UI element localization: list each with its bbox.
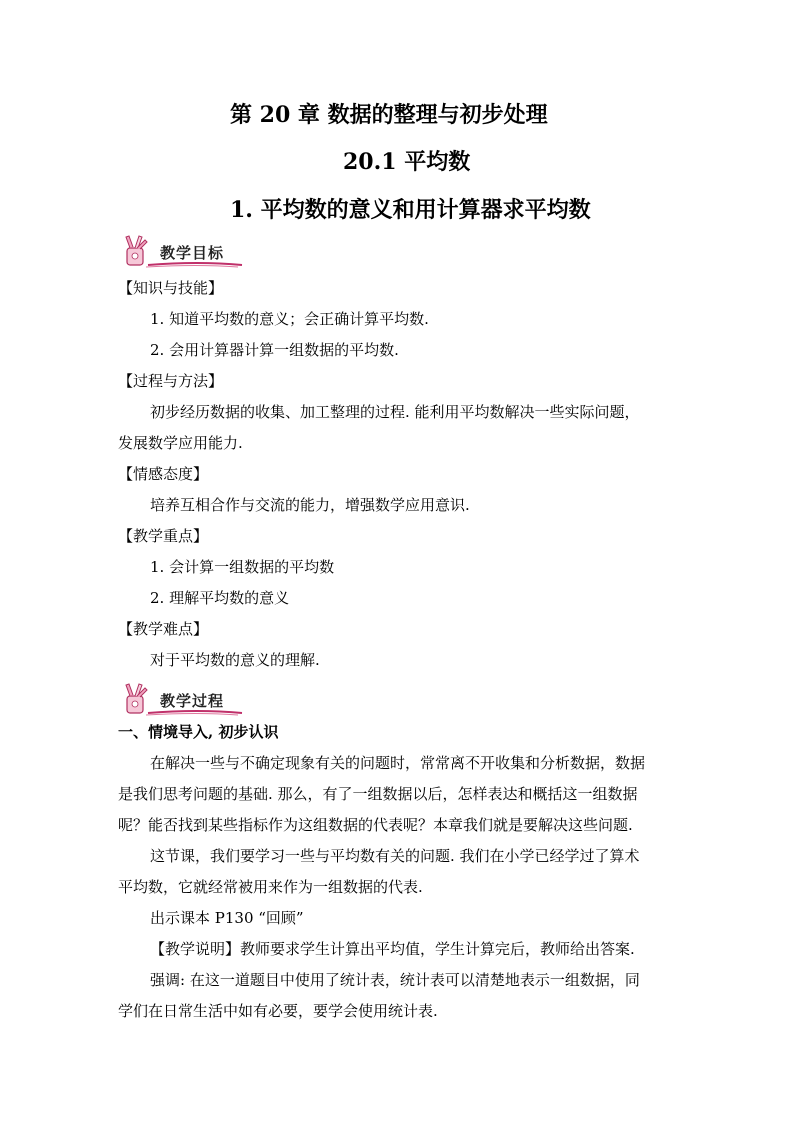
emotion-heading: 【情感态度】	[118, 465, 209, 483]
key-point-2: 2. 理解平均数的意义	[150, 589, 290, 607]
paragraph-2-line-2: 平均数，它就经常被用来作为一组数据的代表.	[118, 878, 423, 896]
objectives-badge	[118, 234, 244, 270]
method-heading: 【过程与方法】	[118, 372, 224, 390]
paragraph-3: 出示课本 P130 “回顾”	[150, 909, 304, 927]
paragraph-1-line-1: 在解决一些与不确定现象有关的问题时，常常离不开收集和分析数据，数据	[150, 754, 646, 772]
difficult-line: 对于平均数的意义的理解.	[150, 651, 320, 669]
method-line-2: 发展数学应用能力.	[118, 434, 243, 452]
method-line-1: 初步经历数据的收集、加工整理的过程. 能利用平均数解决一些实际问题，	[150, 403, 640, 421]
paragraph-1-line-3: 呢？能否找到某些指标作为这组数据的代表呢？本章我们就是要解决这些问题.	[118, 816, 633, 834]
lesson-title: 1. 平均数的意义和用计算器求平均数	[230, 197, 591, 223]
teaching-note	[150, 939, 635, 959]
chapter-title: 第 20 章 数据的整理与初步处理	[230, 102, 548, 128]
stress-line-1: 强调: 在这一道题目中使用了统计表，统计表可以清楚地表示一组数据，同	[150, 971, 640, 989]
knowledge-item-1: 1. 知道平均数的意义；会正确计算平均数.	[150, 310, 429, 328]
process-badge	[118, 682, 244, 718]
section-title: 20.1 平均数	[343, 149, 471, 175]
objectives-badge-label: 教学目标	[160, 244, 225, 262]
key-points-heading: 【教学重点】	[118, 527, 209, 545]
stress-line-2: 学们在日常生活中如有必要，要学会使用统计表.	[118, 1002, 438, 1020]
paragraph-2-line-1: 这节课，我们要学习一些与平均数有关的问题. 我们在小学已经学过了算术	[150, 847, 640, 865]
teaching-note-heading: 【教学说明】	[150, 940, 241, 958]
key-point-1: 1. 会计算一组数据的平均数	[150, 558, 335, 576]
emotion-line: 培养互相合作与交流的能力，增强数学应用意识.	[150, 496, 470, 514]
teaching-note-body: 教师要求学生计算出平均值，学生计算完后，教师给出答案.	[240, 940, 635, 958]
process-heading: 一、情境导入, 初步认识	[118, 723, 279, 741]
knowledge-heading: 【知识与技能】	[118, 279, 224, 297]
difficult-heading: 【教学难点】	[118, 620, 209, 638]
process-badge-label: 教学过程	[160, 692, 225, 710]
paragraph-1-line-2: 是我们思考问题的基础. 那么，有了一组数据以后，怎样表达和概括这一组数据	[118, 785, 638, 803]
knowledge-item-2: 2. 会用计算器计算一组数据的平均数.	[150, 341, 399, 359]
